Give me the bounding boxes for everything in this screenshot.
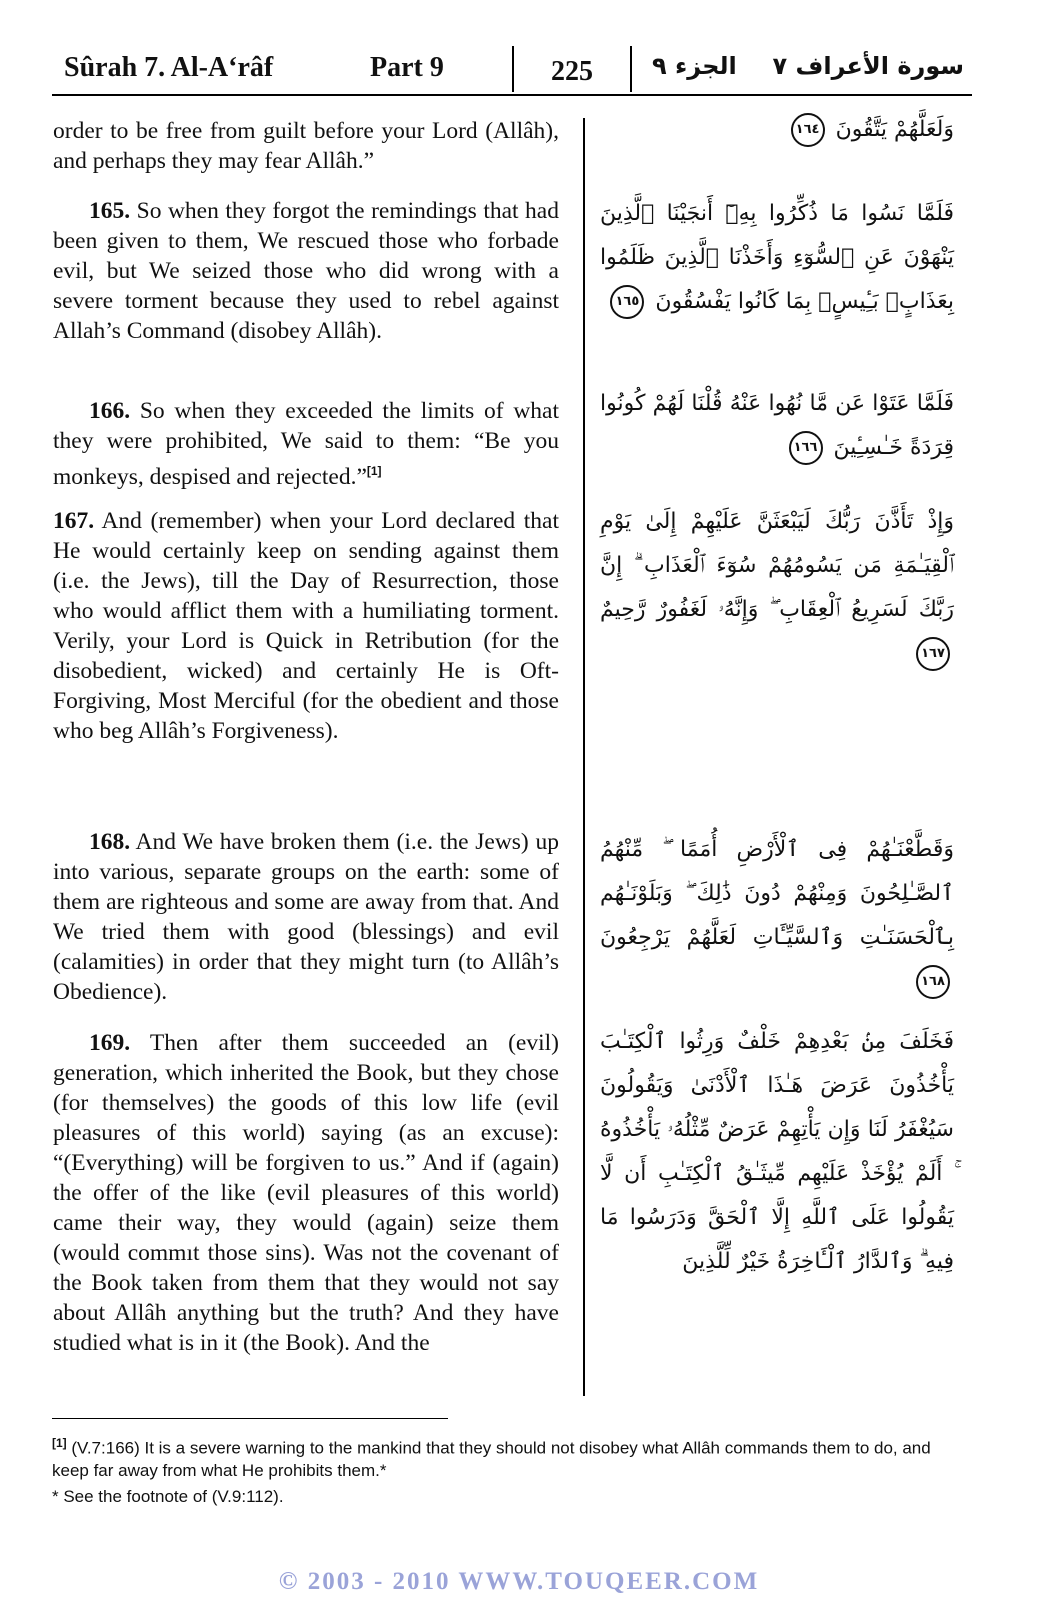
footnote-text: (V.7:166) It is a severe warning to the mankind that they should not disobey what Allâh commands them to do, and keep far away from what He prohibits them.*	[52, 1438, 931, 1480]
arabic-verse-166: فَلَمَّا عَتَوْا عَن مَّا نُهُوا عَنْهُ قُلْنَا لَهُمْ كُونُوا قِرَدَةً خَـٰسِـِٔينَ ١٦٦	[600, 382, 954, 470]
verse-number: 167.	[53, 508, 95, 534]
ayah-number-marker: ١٦٦	[789, 431, 823, 465]
verse-text: So when they forgot the remindings that had been given to them, We rescued those who forbade evil, but We seized those who did wrong with a severe torment because they used to rebel against Allah’s Command (disobey Allâh).	[53, 198, 559, 344]
arabic-verse-168: وَقَطَّعْنَـٰهُمْ فِى ٱلْأَرْضِ أُمَمًا ۖ مِّنْهُمُ ٱلصَّـٰلِحُونَ وَمِنْهُمْ دُونَ ذَٰلِكَ ۖ وَبَلَوْنَـٰهُم بِٱلْحَسَنَـٰتِ وَٱلسَّيِّـَٔاتِ لَعَلَّهُمْ يَرْجِعُونَ ١٦٨	[600, 828, 954, 1004]
page-header	[52, 46, 972, 96]
footnote-1	[52, 1432, 952, 1482]
verse-167	[53, 506, 559, 746]
ayah-number-marker: ١٦٤	[791, 113, 825, 147]
ayah-number-marker: ١٦٧	[916, 637, 950, 671]
verse-169	[53, 1028, 559, 1358]
verse-number: 168.	[89, 829, 131, 855]
arabic-verse-165: فَلَمَّا نَسُوا مَا ذُكِّرُوا بِهِۦٓ أَنجَيْنَا ٱلَّذِينَ يَنْهَوْنَ عَنِ ٱلسُّوٓءِ وَأَخَذْنَا ٱلَّذِينَ ظَلَمُوا بِعَذَابٍۭ بَـِٔيسٍۭ بِمَا كَانُوا يَفْسُقُونَ ١٦٥	[600, 192, 954, 324]
surah-title-arabic: سورة الأعراف ٧	[772, 52, 964, 80]
footnote-mark: [1]	[52, 1436, 67, 1450]
page-number: 225	[512, 46, 632, 92]
part-label: Part 9	[370, 52, 444, 83]
verse-166	[53, 396, 559, 492]
juz-label-arabic: الجزء ٩	[652, 52, 737, 80]
verse-number: 165.	[89, 198, 131, 224]
arabic-verse-169: فَخَلَفَ مِنۢ بَعْدِهِمْ خَلْفٌ وَرِثُوا ٱلْكِتَـٰبَ يَأْخُذُونَ عَرَضَ هَـٰذَا ٱلْأَدْنَىٰ وَيَقُولُونَ سَيُغْفَرُ لَنَا وَإِن يَأْتِهِمْ عَرَضٌ مِّثْلُهُۥ يَأْخُذُوهُ ۚ أَلَمْ يُؤْخَذْ عَلَيْهِم مِّيثَـٰقُ ٱلْكِتَـٰبِ أَن لَّا يَقُولُوا عَلَى ٱللَّهِ إِلَّا ٱلْحَقَّ وَدَرَسُوا مَا فِيهِ ۗ وَٱلدَّارُ ٱلْـَٔاخِرَةُ خَيْرٌ لِّلَّذِينَ	[600, 1029, 954, 1274]
verse-text: And We have broken them (i.e. the Jews) up into various, separate groups on the earth: some of them are righteous and some are away from that. And We tried them with good (blessings) and evil (calamities) in order that they might turn (to Allâh’s Obedience).	[53, 829, 559, 1005]
arabic-verse-167: وَإِذْ تَأَذَّنَ رَبُّكَ لَيَبْعَثَنَّ عَلَيْهِمْ إِلَىٰ يَوْمِ ٱلْقِيَـٰمَةِ مَن يَسُومُهُمْ سُوٓءَ ٱلْعَذَابِ ۗ إِنَّ رَبَّكَ لَسَرِيعُ ٱلْعِقَابِ ۖ وَإِنَّهُۥ لَغَفُورٌ رَّحِيمٌ ١٦٧	[600, 500, 954, 676]
ayah-number-marker: ١٦٥	[610, 285, 644, 319]
verse-number: 166.	[89, 398, 131, 424]
verse-number: 169.	[89, 1030, 131, 1056]
verse-text: Then after them succeeded an (evil) generation, which inherited the Book, but they chose (for themselves) the goods of this low life (evil pleasures of this world) saying (as an excuse): “(Everything) will be forgiven to us.” And if (again) the offer of the like (evil pleasures of this world) came their way, they would (again) seize them (would commıt those sins). Was not the covenant of the Book taken from them that they would not say about Allâh anything but the truth? And they have studied what is in it (the Book). And the	[53, 1030, 559, 1356]
verse-text: And (remember) when your Lord declared that He would certainly keep on sending against them (i.e. the Jews), till the Day of Resurrection, those who would afflict them with a humiliating torment. Verily, your Lord is Quick in Retribution (for the disobedient, wicked) and certainly He is Oft-Forgiving, Most Merciful (for the obedient and those who beg Allâh’s Forgiveness).	[53, 508, 559, 744]
copyright-watermark: © 2003 - 2010 WWW.TOUQEER.COM	[278, 1568, 760, 1595]
arabic-verse-164-end: وَلَعَلَّهُمْ يَتَّقُونَ ١٦٤	[600, 108, 954, 152]
footnote-rule	[52, 1418, 448, 1419]
verse-165	[53, 196, 559, 346]
ayah-number-marker: ١٦٨	[916, 965, 950, 999]
verse-text: So when they exceeded the limits of what they were prohibited, We said to them: “Be you monkeys, despised and rejected.”	[53, 398, 559, 490]
footnote-cross-reference: * See the footnote of (V.9:112).	[52, 1486, 284, 1506]
surah-title-english: Sûrah 7. Al-A‘râf	[64, 52, 274, 83]
footnote	[52, 1432, 952, 1508]
footnote-ref: [1]	[366, 464, 382, 478]
verse-164-continuation: order to be free from guilt before your Lord (Allâh), and perhaps they may fear Allâh.”	[53, 118, 559, 174]
column-divider	[583, 118, 585, 1396]
verse-168	[53, 827, 559, 1007]
